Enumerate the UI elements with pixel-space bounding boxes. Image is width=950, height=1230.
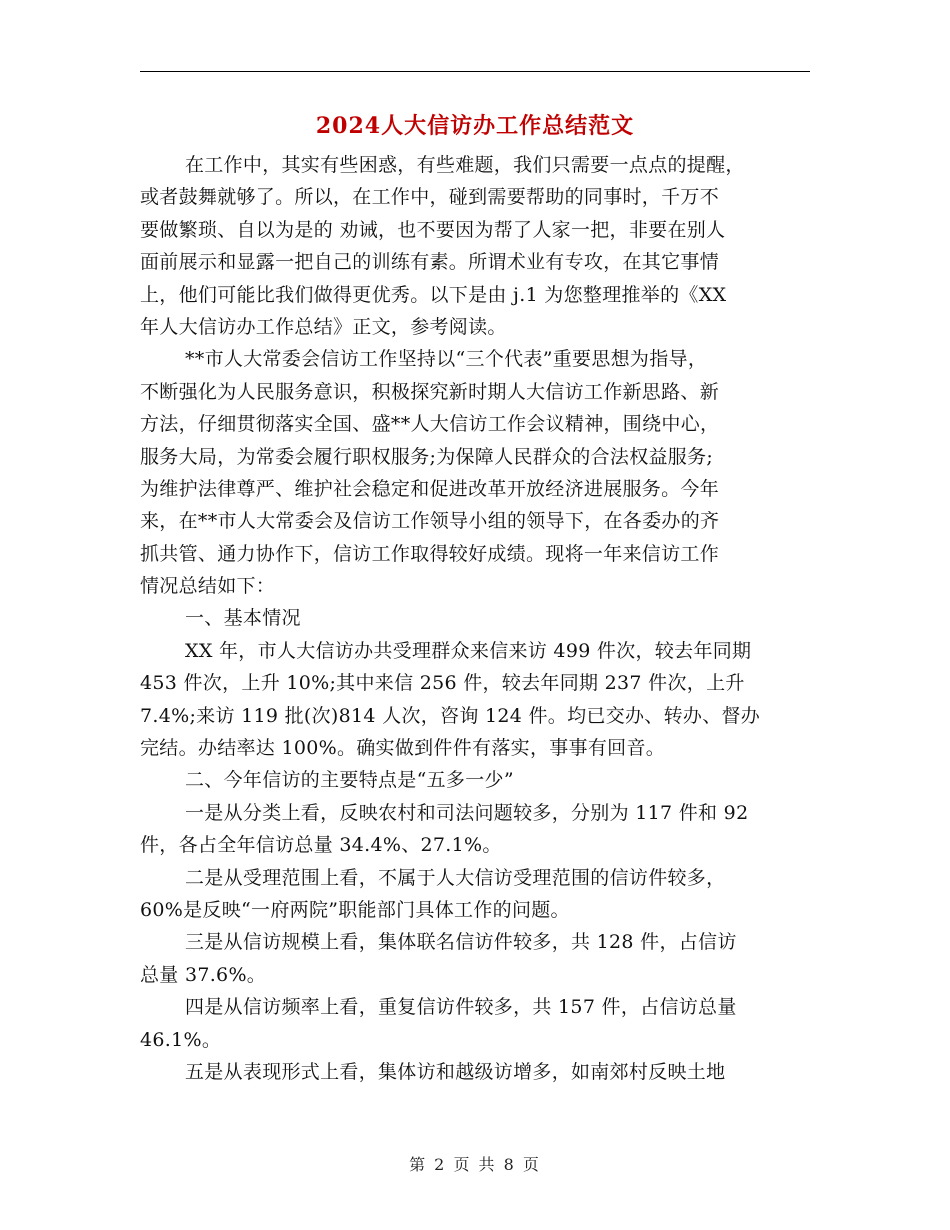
paragraph-line: XX 年，市人大信访办共受理群众来信来访 499 件次，较去年同期 [185,639,752,662]
paragraph-line: 一是从分类上看，反映农村和司法问题较多，分别为 117 件和 92 [185,801,749,824]
document-title: 2024人大信访办工作总结范文 [315,113,635,139]
paragraph-line: 三是从信访规模上看，集体联名信访件较多，共 128 件，占信访 [185,931,737,954]
section-heading: 二、今年信访的主要特点是“五多一少” [185,769,514,792]
paragraph-line: 来，在**市人大常委会及信访工作领导小组的领导下，在各委办的齐 [140,510,720,533]
paragraph-line: 不断强化为人民服务意识，积极探究新时期人大信访工作新思路、新 [140,380,720,403]
paragraph-line: 五是从表现形式上看，集体访和越级访增多，如南郊村反映土地 [185,1060,726,1083]
paragraph-line: **市人大常委会信访工作坚持以“三个代表”重要思想为指导， [185,348,708,371]
paragraph-line: 46.1%。 [140,1028,222,1051]
paragraph-line: 或者鼓舞就够了。所以，在工作中，碰到需要帮助的同事时，千万不 [140,186,720,209]
header-rule [140,71,810,72]
paragraph-line: 方法，仔细贯彻落实全国、盛**人大信访工作会议精神，围绕中心， [140,413,720,436]
page-number-footer: 第 2 页 共 8 页 [409,1155,541,1174]
paragraph-line: 四是从信访频率上看，重复信访件较多，共 157 件，占信访总量 [185,996,737,1019]
paragraph-line: 抓共管、通力协作下，信访工作取得较好成绩。现将一年来信访工作 [140,542,720,565]
document-body [140,149,810,1088]
paragraph-line: 件，各占全年信访总量 34.4%、27.1%。 [140,834,502,857]
paragraph-line: 二是从受理范围上看，不属于人大信访受理范围的信访件较多， [185,866,726,889]
paragraph-line: 总量 37.6%。 [140,963,267,986]
paragraph-line: 情况总结如下： [140,575,276,598]
paragraph-line: 面前展示和显露一把自己的训练有素。所谓术业有专攻，在其它事情 [140,251,720,274]
paragraph-line: 要做繁琐、自以为是的 劝诫，也不要因为帮了人家一把，非要在别人 [140,218,726,241]
paragraph-line: 453 件次，上升 10%;其中来信 256 件，较去年同期 237 件次，上升 [140,672,745,695]
paragraph-line: 在工作中，其实有些困惑，有些难题，我们只需要一点点的提醒， [185,154,745,176]
paragraph-line: 年人大信访办工作总结》正文，参考阅读。 [140,315,507,338]
paragraph-line: 完结。办结率达 100%。确实做到件件有落实，事事有回音。 [140,737,666,760]
section-heading: 一、基本情况 [185,607,301,630]
paragraph-line: 60%是反映“一府两院”职能部门具体工作的问题。 [140,898,570,921]
paragraph-line: 7.4%;来访 119 批(次)814 人次，咨询 124 件。均已交办、转办、督办 [140,704,761,727]
paragraph-line: 为维护法律尊严、维护社会稳定和促进改革开放经济进展服务。今年 [140,477,720,500]
paragraph-line: 服务大局，为常委会履行职权服务;为保障人民群众的合法权益服务; [140,445,714,468]
paragraph-line: 上，他们可能比我们做得更优秀。以下是由 j.1 为您整理推举的《XX [140,283,727,306]
